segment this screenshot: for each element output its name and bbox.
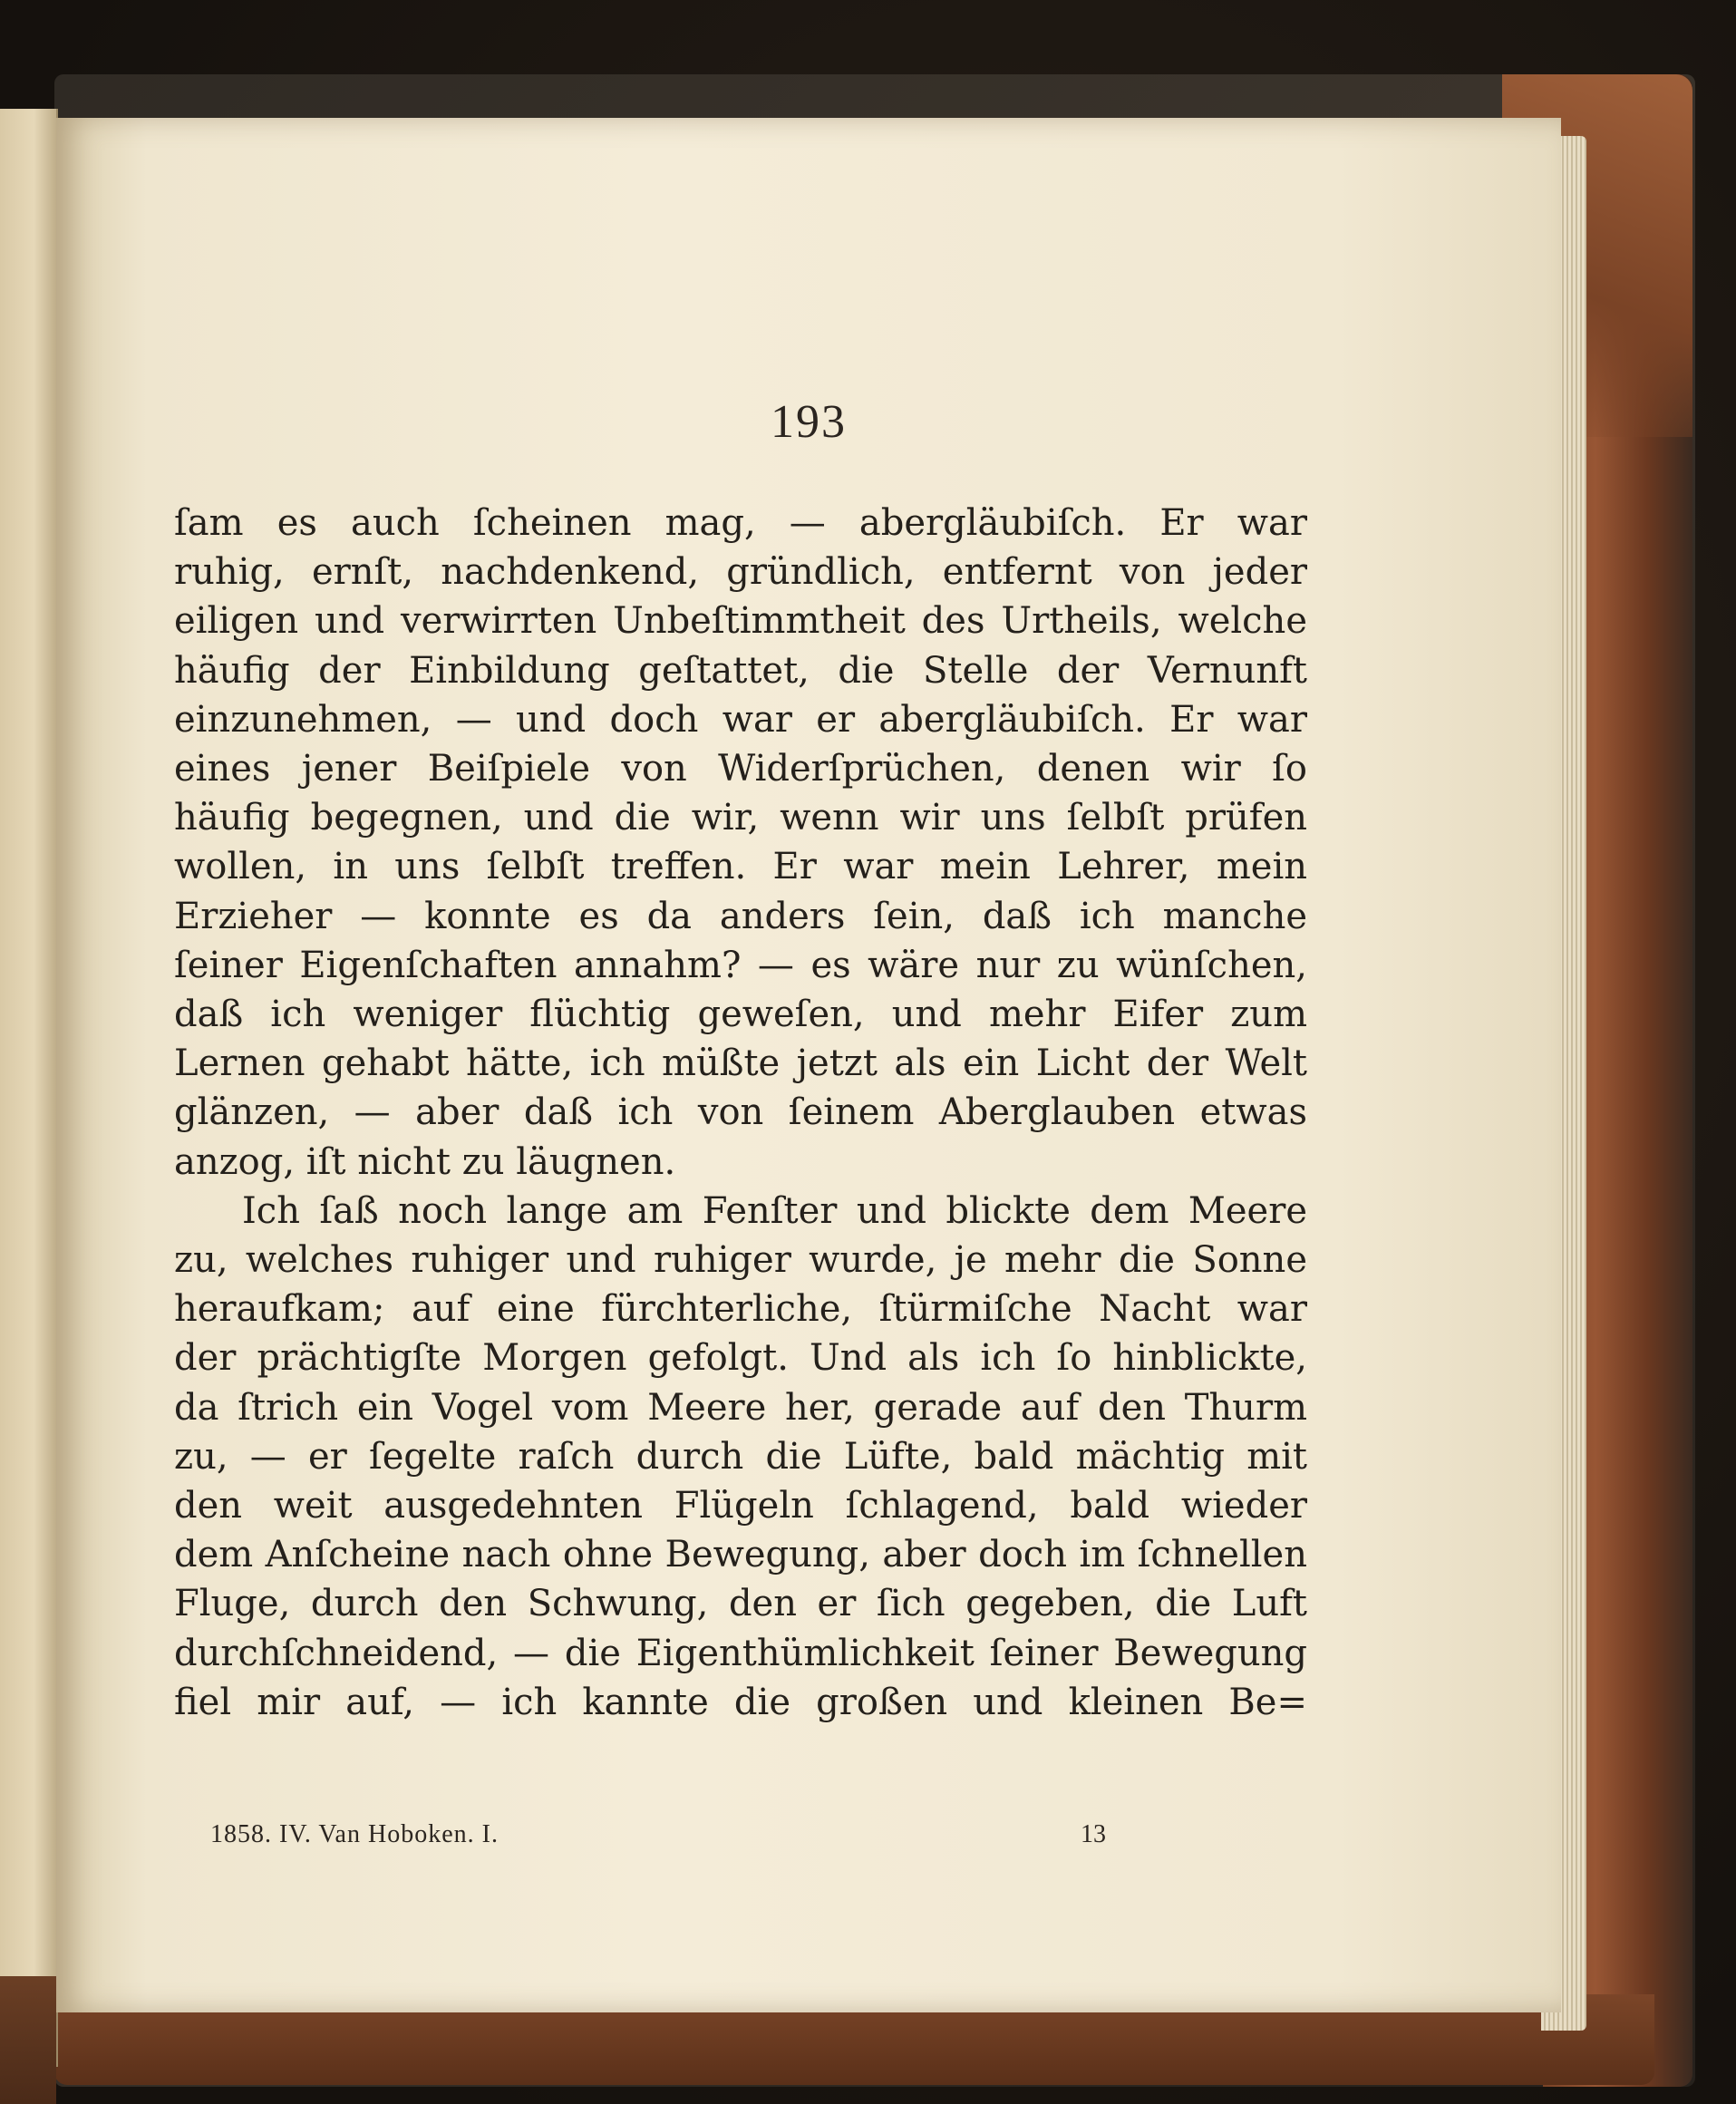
text-line: durchſchneidend, — die Eigenthümlichkeit ſeiner Bewegung [174, 1632, 1307, 1674]
left-cover-corner [0, 1976, 56, 2104]
text-line: da ſtrich ein Vogel vom Meere her, gerade auf den Thurm [174, 1386, 1307, 1429]
text-line: Ich ſaß noch lange am Fenſter und blickte dem Meere [242, 1189, 1307, 1232]
text-line: häufig der Einbildung geſtattet, die Stelle der Vernunft [174, 649, 1307, 692]
text-line: glänzen, — aber daß ich von ſeinem Aberglauben etwas [174, 1091, 1307, 1134]
text-line: einzunehmen, — und doch war er abergläubiſch. Er war [174, 698, 1307, 741]
text-line: wollen, in uns ſelbſt treffen. Er war mein Lehrer, mein [174, 846, 1307, 888]
text-line: dem Anſcheine nach ohne Bewegung, aber doch im ſchnellen [174, 1534, 1307, 1576]
text-line: häufig begegnen, und die wir, wenn wir uns ſelbſt prüfen [174, 797, 1307, 839]
text-line: heraufkam; auf eine fürchterliche, ſtürmiſche Nacht war [174, 1288, 1307, 1331]
text-line: Fluge, durch den Schwung, den er ſich gegeben, die Luft [174, 1583, 1307, 1625]
text-line: ruhig, ernſt, nachdenkend, gründlich, entfernt von jeder [174, 551, 1307, 594]
text-line: Erzieher — konnte es da anders ſein, daß ich manche [174, 895, 1307, 937]
gathering-number: 13 [1081, 1820, 1106, 1848]
text-line: anzog, iſt nicht zu läugnen. [174, 1140, 676, 1183]
text-line: eiligen und verwirrten Unbeſtimmtheit des Urtheils, welche [174, 600, 1307, 643]
text-line: daß ich weniger flüchtig geweſen, und mehr Eifer zum [174, 994, 1307, 1036]
page-footer [210, 1820, 1117, 1857]
text-line: fiel mir auf, — ich kannte die großen und kleinen Be= [174, 1681, 1307, 1723]
left-facing-page [0, 109, 58, 2067]
text-line: zu, welches ruhiger und ruhiger wurde, je mehr die Sonne [174, 1239, 1307, 1282]
page-body-text [174, 499, 1307, 1727]
text-line: Lernen gehabt hätte, ich müßte jetzt als ein Licht der Welt [174, 1042, 1307, 1085]
text-line: ſeiner Eigenſchaften annahm? — es wäre nur zu wünſchen, [174, 944, 1307, 986]
book-page [56, 118, 1561, 2012]
text-line: den weit ausgedehnten Flügeln ſchlagend, bald wieder [174, 1485, 1307, 1527]
text-line: zu, — er ſegelte raſch durch die Lüfte, bald mächtig mit [174, 1435, 1307, 1478]
text-line: ſam es auch ſcheinen mag, — abergläubiſch. Er war [174, 502, 1307, 544]
text-line: der prächtigſte Morgen gefolgt. Und als ich ſo hinblickte, [174, 1337, 1307, 1380]
page-number: 193 [771, 396, 847, 448]
signature-mark: 1858. IV. Van Hoboken. I. [210, 1820, 499, 1848]
text-line: eines jener Beiſpiele von Widerſprüchen, denen wir ſo [174, 748, 1307, 790]
